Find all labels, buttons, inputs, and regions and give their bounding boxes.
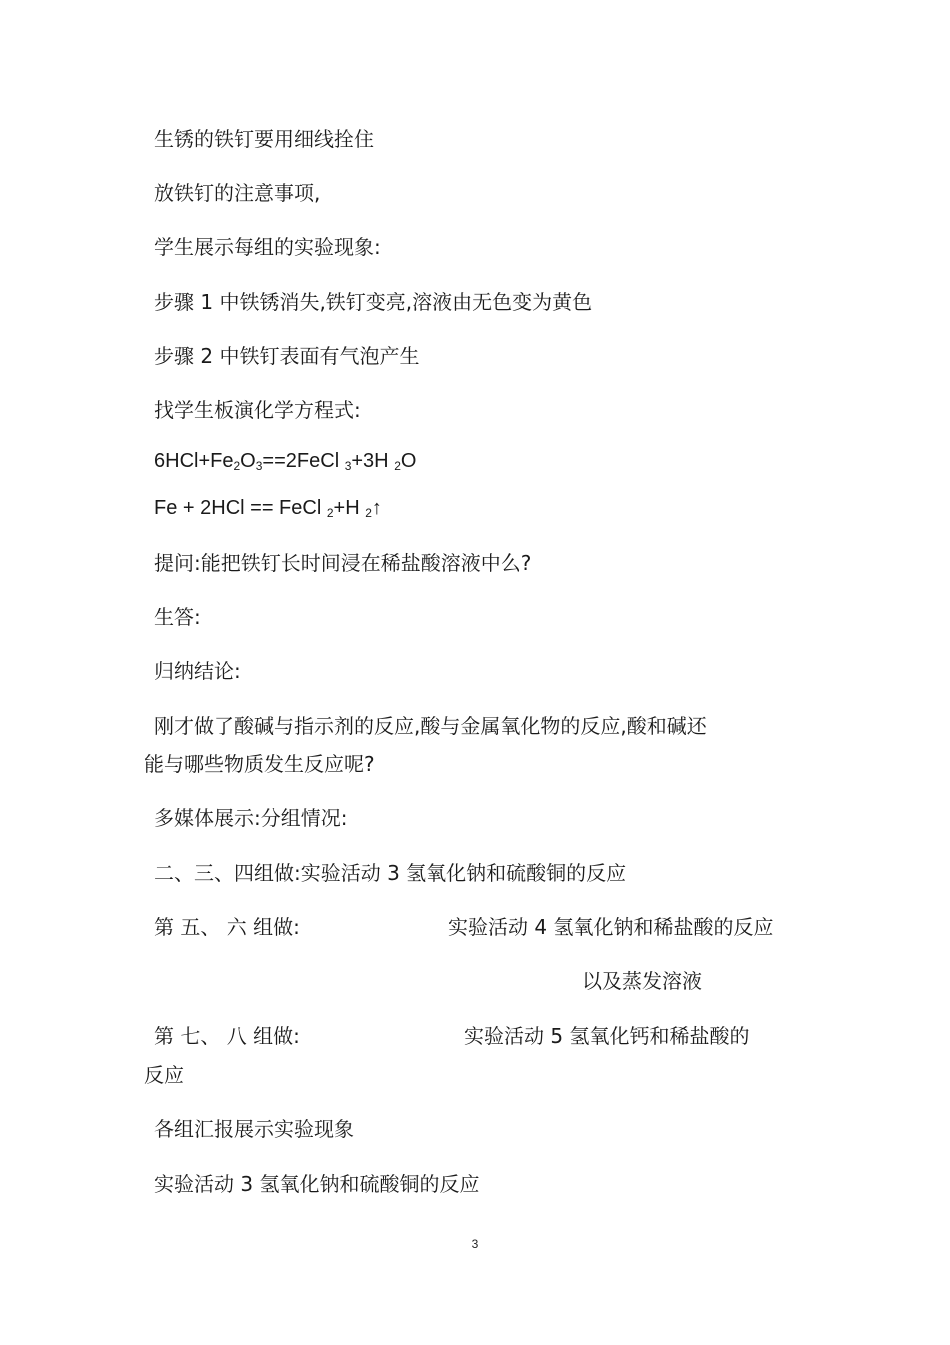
- text-line: 生锈的铁钉要用细线拴住: [154, 127, 374, 151]
- conclusion-line: 归纳结论:: [154, 659, 241, 683]
- text-line: 步骤 2 中铁钉表面有气泡产生: [154, 344, 420, 368]
- text-line: 放铁钉的注意事项,: [154, 181, 321, 205]
- group-assignment-continued: 以及蒸发溶液: [582, 969, 702, 993]
- multimedia-line: 多媒体展示:分组情况:: [154, 806, 348, 830]
- text-line: 找学生板演化学方程式:: [154, 398, 361, 422]
- paragraph-line: 能与哪些物质发生反应呢?: [144, 752, 375, 776]
- group-assignment-label: 第 五、 六 组做:: [154, 915, 300, 939]
- chemical-equation-1: $6HCl+Fe_2O_3==2FeCl$ $_3$+3H $_2$O: [154, 450, 417, 473]
- group-assignment: 二、三、四组做:实验活动 3 氢氧化钠和硫酸铜的反应: [154, 861, 627, 885]
- question-line: 提问:能把铁钉长时间浸在稀盐酸溶液中么?: [154, 551, 532, 575]
- group-assignment-activity: 实验活动 5 氢氧化钙和稀盐酸的: [464, 1024, 750, 1048]
- group-assignment-continued: 反应: [144, 1063, 184, 1087]
- paragraph-line: 刚才做了酸碱与指示剂的反应,酸与金属氧化物的反应,酸和碱还: [154, 714, 707, 738]
- group-assignment-label: 第 七、 八 组做:: [154, 1024, 300, 1048]
- answer-line: 生答:: [154, 605, 201, 629]
- report-line: 各组汇报展示实验现象: [154, 1117, 354, 1141]
- text-line: 学生展示每组的实验现象:: [154, 235, 381, 259]
- chemical-equation-2: Fe + 2HCl == FeCl $_2$+H $_2$↑: [154, 497, 382, 520]
- page-number: 3: [471, 1237, 479, 1251]
- text-line: 步骤 1 中铁锈消失,铁钉变亮,溶液由无色变为黄色: [154, 290, 593, 314]
- activity-heading: 实验活动 3 氢氧化钠和硫酸铜的反应: [154, 1172, 480, 1196]
- group-assignment-activity: 实验活动 4 氢氧化钠和稀盐酸的反应: [448, 915, 774, 939]
